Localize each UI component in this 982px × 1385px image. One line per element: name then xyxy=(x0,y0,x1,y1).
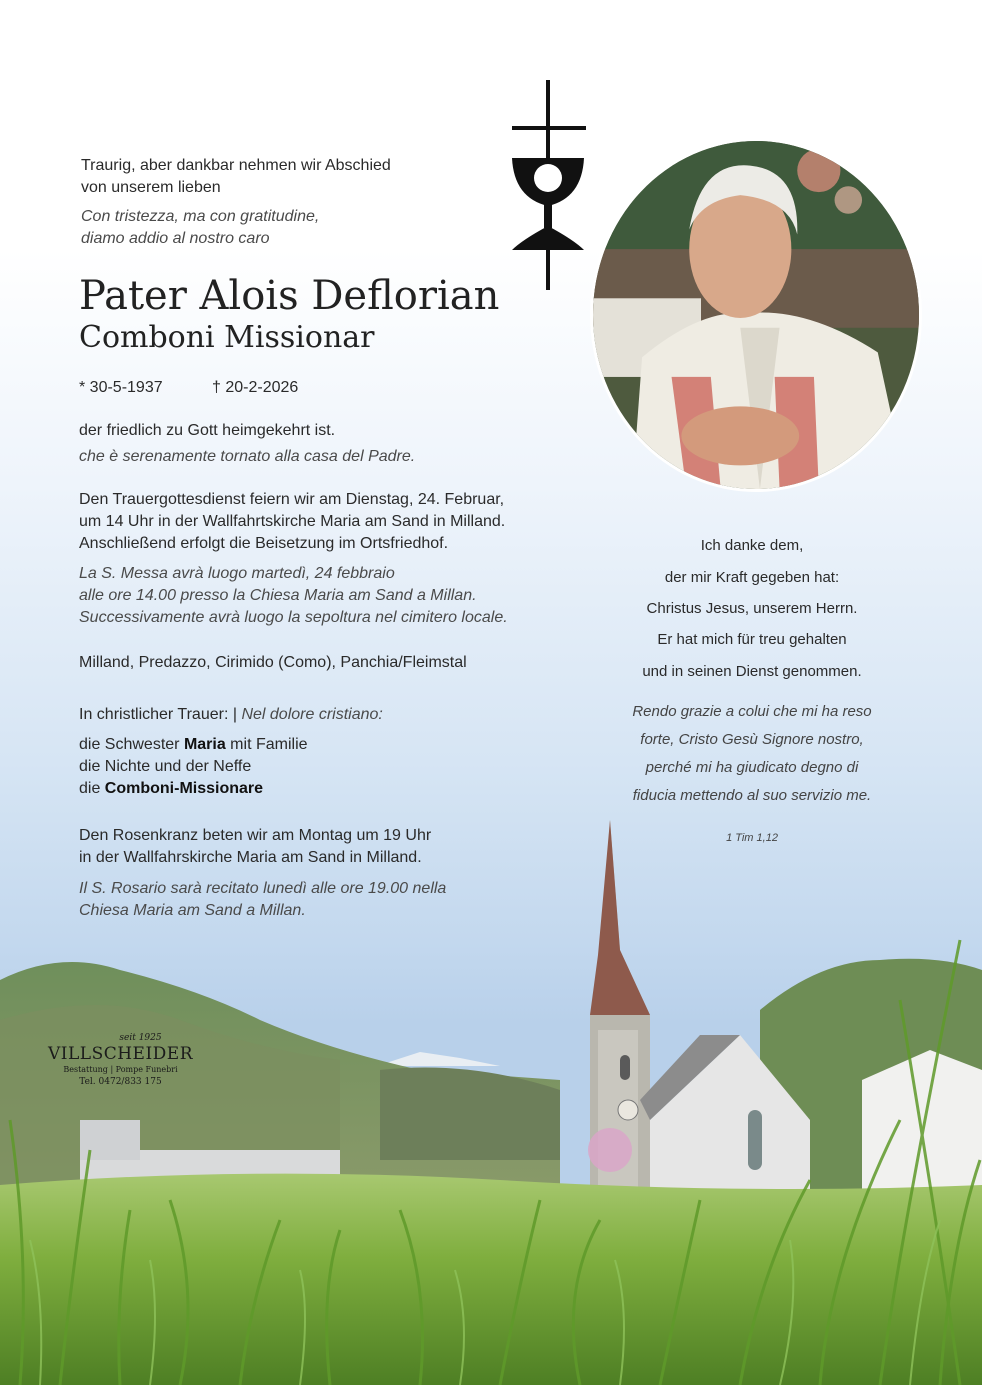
service-de-line: um 14 Uhr in der Wallfahrtskirche Maria am Sand in Milland. xyxy=(79,513,506,530)
logo-name: VILLSCHEIDER xyxy=(48,1044,194,1064)
mourners-heading-it: Nel dolore cristiano: xyxy=(241,706,383,723)
quote-de-line: Ich danke dem, xyxy=(700,537,804,554)
mourner-row: die Nichte und der Neffe xyxy=(79,758,252,775)
intro-de-line1: Traurig, aber dankbar nehmen wir Abschied xyxy=(81,157,391,174)
portrait-photo xyxy=(590,138,922,492)
service-it-line: Successivamente avrà luogo la sepoltura nel cimitero locale. xyxy=(79,609,508,626)
rosary-de-line: Den Rosenkranz beten wir am Montag um 19 Uhr xyxy=(79,827,432,844)
mourner-text: mit Familie xyxy=(225,736,308,753)
service-it-line: La S. Messa avrà luogo martedì, 24 febbraio xyxy=(79,565,395,582)
intro-it-line1: Con tristezza, ma con gratitudine, xyxy=(81,208,320,225)
mourners-heading xyxy=(79,704,383,726)
rosary-it-line: Il S. Rosario sarà recitato lunedì alle ore 19.00 nella xyxy=(79,880,447,897)
quote-de-line: und in seinen Dienst genommen. xyxy=(642,663,862,680)
quote-it-line: perché mi ha giudicato degno di xyxy=(645,759,859,776)
logo-since: seit 1925 xyxy=(119,1033,162,1043)
quote-de-line: Christus Jesus, unserem Herrn. xyxy=(646,600,858,617)
rosary-it-line: Chiesa Maria am Sand a Millan. xyxy=(79,902,306,919)
intro-de-line2: von unserem lieben xyxy=(81,179,221,196)
intro-it-line2: diamo addio al nostro caro xyxy=(81,230,270,247)
undertaker-logo xyxy=(48,1033,193,1089)
quote-reference: 1 Tim 1,12 xyxy=(726,832,778,844)
service-it-line: alle ore 14.00 presso la Chiesa Maria am Sand a Millan. xyxy=(79,587,477,604)
quote-de-line: der mir Kraft gegeben hat: xyxy=(664,569,840,586)
passing-de: der friedlich zu Gott heimgekehrt ist. xyxy=(79,422,336,439)
rosary-de-line: in der Wallfahrskirche Maria am Sand in Milland. xyxy=(79,849,422,866)
quote-it-line: forte, Cristo Gesù Signore nostro, xyxy=(640,731,864,748)
quote-it-line: fiducia mettendo al suo servizio me. xyxy=(632,787,872,804)
mourner-text: die Schwester xyxy=(79,736,184,753)
mourners-heading-de: In christlicher Trauer: xyxy=(79,706,229,723)
logo-tagline: Bestattung | Pompe Funebri xyxy=(63,1065,178,1074)
quote-de-line: Er hat mich für treu gehalten xyxy=(657,631,847,648)
mourner-text: die xyxy=(79,780,105,797)
birth-date: * 30-5-1937 xyxy=(79,379,163,396)
deceased-name: Pater Alois Deflorian xyxy=(79,273,500,319)
deceased-title: Comboni Missionar xyxy=(79,320,375,355)
service-de-line: Anschließend erfolgt die Beisetzung im Ortsfriedhof. xyxy=(79,535,449,552)
mourner-row xyxy=(79,778,263,800)
service-de-line: Den Trauergottesdienst feiern wir am Dienstag, 24. Februar, xyxy=(79,491,505,508)
logo-phone: Tel. 0472/833 175 xyxy=(79,1077,162,1087)
heading-separator: | xyxy=(232,706,237,723)
passing-it: che è serenamente tornato alla casa del Padre. xyxy=(79,448,416,465)
places: Milland, Predazzo, Cirimido (Como), Panchia/Fleimstal xyxy=(79,654,467,671)
death-date: † 20-2-2026 xyxy=(212,379,299,396)
cross-chalice-icon xyxy=(508,80,588,290)
mourner-name: Comboni-Missionare xyxy=(104,780,264,797)
mourner-name: Maria xyxy=(183,736,226,753)
mourner-row xyxy=(79,734,308,756)
quote-it-line: Rendo grazie a colui che mi ha reso xyxy=(632,703,872,720)
